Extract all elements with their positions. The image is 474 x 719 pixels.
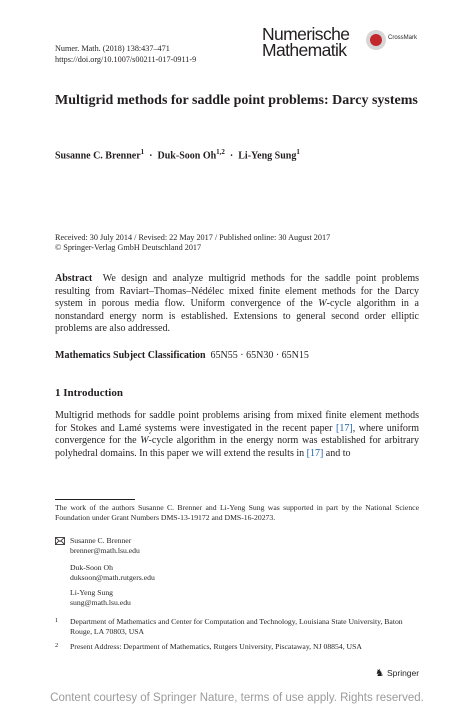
affiliation-number: 2 xyxy=(55,642,59,649)
contact-email[interactable]: brenner@math.lsu.edu xyxy=(70,546,140,555)
footnote-rule xyxy=(55,499,135,500)
msc-label: Mathematics Subject Classification xyxy=(55,350,206,361)
journal-logo xyxy=(262,26,359,58)
author-separator: · xyxy=(229,150,234,162)
intro-paragraph xyxy=(55,410,419,460)
author-affil-mark: 1,2 xyxy=(216,148,225,156)
contact-email[interactable]: sung@math.lsu.edu xyxy=(70,598,131,607)
author-separator: · xyxy=(149,150,153,162)
courtesy-notice: Content courtesy of Springer Nature, terms of use apply. Rights reserved. xyxy=(50,692,424,704)
contact-name: Susanne C. Brenner xyxy=(70,536,132,545)
msc-classification xyxy=(55,350,419,361)
funding-footnote: The work of the authors Susanne C. Brenner and Li-Yeng Sung was supported in part by the National Science Foundation under Grant Numbers DMS-13-19172 and DMS-16-20273. xyxy=(55,503,419,522)
author-name: Li-Yeng Sung xyxy=(238,150,297,162)
abstract-label: Abstract xyxy=(55,273,93,284)
author-name: Duk-Soon Oh xyxy=(157,150,217,162)
author-affil-mark: 1 xyxy=(140,148,145,156)
author-name: Susanne C. Brenner xyxy=(55,150,141,162)
msc-codes: 65N55 · 65N30 · 65N15 xyxy=(210,350,309,361)
contact-block xyxy=(70,536,410,556)
journal-header xyxy=(55,44,196,65)
publication-dates xyxy=(55,233,425,253)
contact-email[interactable]: duksoon@math.rutgers.edu xyxy=(70,573,155,582)
affiliation-text: Department of Mathematics and Center for Computation and Technology, Louisiana State University, Baton Rouge, LA 70803, USA xyxy=(70,617,403,636)
contact-name: Li-Yeng Sung xyxy=(70,588,114,597)
citation-link[interactable]: [17] xyxy=(336,422,353,434)
abstract-italic: W xyxy=(318,298,327,310)
intro-text: Multigrid methods for saddle point problems arising from mixed finite element methods for Stokes and Lamé systems were investigated in the recent paper xyxy=(55,410,419,434)
springer-horse-icon: ♞ xyxy=(375,668,384,679)
abstract-text: -cycle algorithm in a nonstandard energy norm is established. Extensions to general second order elliptic problems are also addressed. xyxy=(55,298,419,335)
crossmark-label: CrossMark xyxy=(388,35,418,41)
author-list xyxy=(55,148,425,161)
intro-text: and to xyxy=(323,447,351,459)
paper-title: Multigrid methods for saddle point problems: Darcy systems xyxy=(55,93,418,108)
affiliation-text: Present Address: Department of Mathematics, Rutgers University, Piscataway, NJ 08854, USA xyxy=(70,642,362,651)
affiliation-number: 1 xyxy=(55,617,59,624)
crossmark-icon xyxy=(366,30,386,50)
abstract xyxy=(55,273,419,336)
contact-name: Duk-Soon Oh xyxy=(70,563,113,572)
envelope-icon xyxy=(55,537,69,545)
copyright: © Springer-Verlag GmbH Deutschland 2017 xyxy=(55,243,202,252)
history-dates: Received: 30 July 2014 / Revised: 22 May 2017 / Published online: 30 August 2017 xyxy=(55,233,331,242)
author-affil-mark: 1 xyxy=(296,148,300,156)
intro-text: , where uniform convergence for the xyxy=(55,422,420,447)
crossmark-badge[interactable] xyxy=(366,30,420,54)
section-heading: 1 Introduction xyxy=(55,387,123,399)
intro-italic: W xyxy=(140,435,149,447)
citation-link[interactable]: [17] xyxy=(306,447,324,459)
abstract-text: We design and analyze multigrid methods for the saddle point problems resulting from Raviart–Thomas–Nédélec mixed finite element methods for the Darcy system in porous media flow. Uniform convergence of the xyxy=(55,273,419,310)
springer-logo xyxy=(375,668,419,679)
contact-block xyxy=(70,563,410,583)
journal-citation: Numer. Math. (2018) 138:437–471 xyxy=(55,44,170,53)
doi-link[interactable]: https://doi.org/10.1007/s00211-017-0911-9 xyxy=(55,54,197,64)
publisher-name: Springer xyxy=(386,668,420,678)
intro-text: -cycle algorithm in the energy norm was established for arbitrary polyhedral domains. In this paper we will extend the results in xyxy=(55,435,419,459)
journal-logo-line1: Numerische xyxy=(262,24,350,44)
journal-logo-line2: Mathematik xyxy=(262,40,347,60)
contact-block xyxy=(70,588,410,608)
